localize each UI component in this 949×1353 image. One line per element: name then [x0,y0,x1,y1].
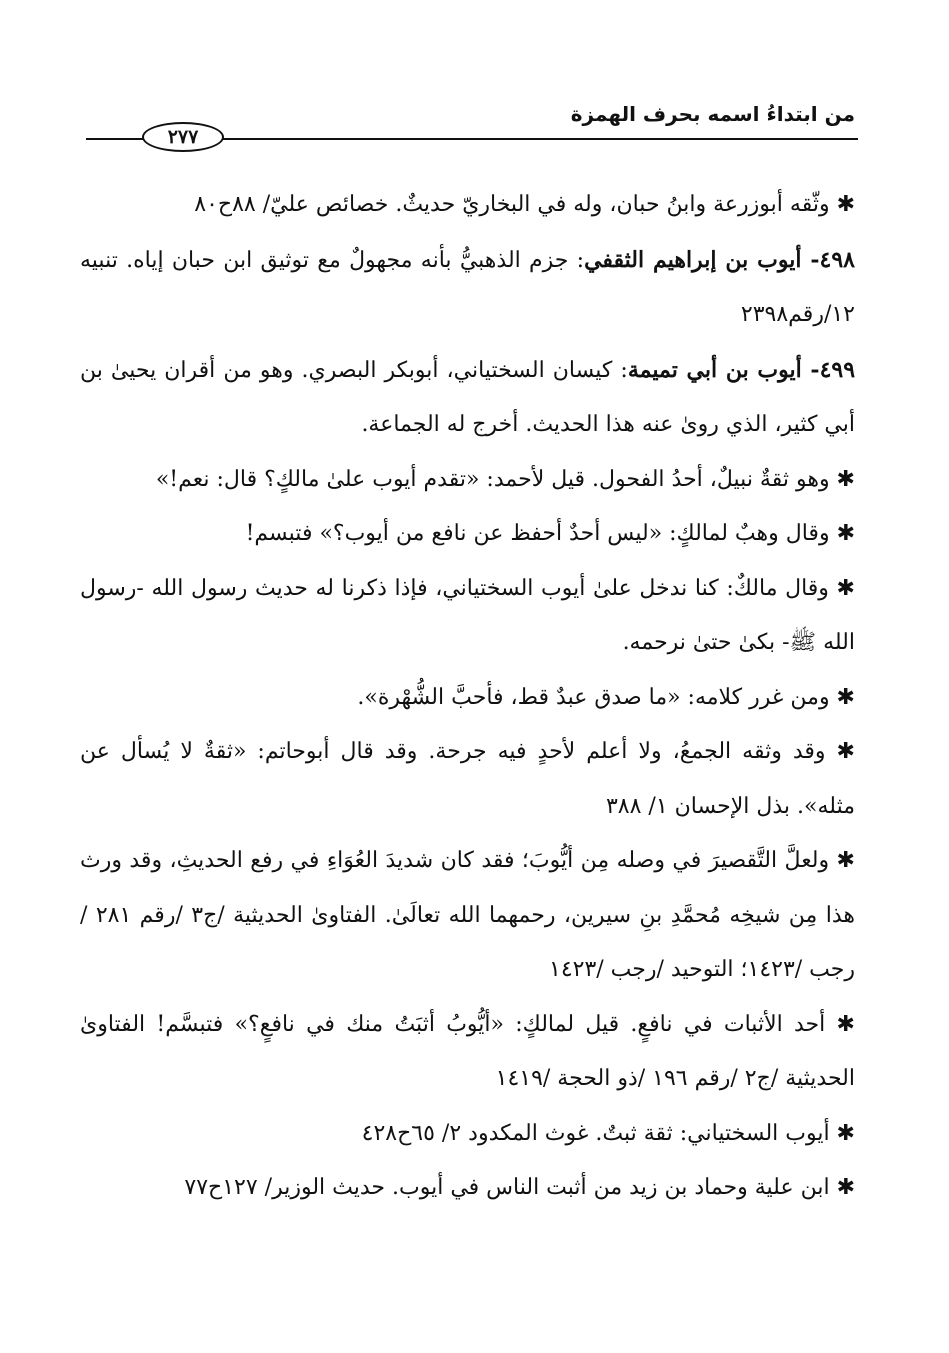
paragraph-text: ✱ وهو ثقةٌ نبيلٌ، أحدُ الفحول. قيل لأحمد: «تقدم أيوب علىٰ مالكٍ؟ قال: نعم!» [155,466,855,492]
paragraph-text: ✱ وقال مالكٌ: كنا ندخل علىٰ أيوب السختياني، فإذا ذكرنا له حديث رسول الله -رسول الله ﷺ- بكىٰ حتىٰ نرحمه. [80,575,855,655]
paragraph [80,998,855,1107]
paragraph [80,671,855,726]
entry-499 [80,343,855,453]
entry-heading: ٤٩٩- أيوب بن أبي تميمة [627,356,856,383]
paragraph [80,1161,855,1216]
paragraph [80,507,855,562]
paragraph [80,453,855,508]
paragraph-text: ✱ وقال وهبٌ لمالكٍ: «ليس أحدٌ أحفظ عن نافع من أيوب؟» فتبسم! [245,521,855,546]
body-text [80,178,855,1216]
paragraph-text: : كيسان السختياني، أبوبكر البصري. وهو من أقران يحيىٰ بن أبي كثير، الذي روىٰ عنه هذا الحديث. أخرج له الجماعة. [80,357,855,437]
paragraph-text: : جزم الذهبيُّ بأنه مجهولٌ مع توثيق ابن حبان إياه. تنبيه ١٢/رقم٢٣٩٨ [80,247,855,327]
page-number-badge: ٢٧٧ [142,122,224,152]
paragraph [80,1107,855,1162]
paragraph-text: ✱ أيوب السختياني: ثقة ثبتٌ. غوث المكدود ٢/ ٦٥ح٤٢٨ [361,1120,855,1146]
paragraph [80,562,855,671]
running-header-title: من ابتداءُ اسمه بحرف الهمزة [570,102,855,126]
paragraph-text: ✱ وثّقه أبوزرعة وابنُ حبان، وله في البخاريّ حديثٌ. خصائص عليّ/ ٨٨ح٨٠ [194,192,855,217]
paragraph-text: ✱ وقد وثقه الجمعُ، ولا أعلم لأحدٍ فيه جرحة. وقد قال أبوحاتم: «ثقةٌ لا يُسأل عن مثله». بذل الإحسان ١/ ٣٨٨ [80,739,855,819]
entry-498 [80,233,855,343]
paragraph [80,725,855,834]
paragraph-text: ✱ أحد الأثبات في نافعٍ. قيل لمالكٍ: «أيُّوبُ أثبَتُ منك في نافعٍ؟» فتبسَّم! الفتاوىٰ الحديثية /ج٢ /رقم ١٩٦ /ذو الحجة /١٤١٩ [80,1011,855,1091]
paragraph [80,834,855,998]
paragraph-text: ✱ ومن غرر كلامه: «ما صدق عبدٌ قط، فأحبَّ الشُّهْرة». [357,684,855,710]
paragraph [80,178,855,233]
paragraph-text: ✱ ولعلَّ التَّقصيرَ في وصله مِن أيُّوبَ؛ فقد كان شديدَ العُوَاءِ في رفع الحديثِ، وقد ورث هذا مِن شيخِه مُحمَّدِ بنِ سيرين، رحمهما الله تعالَىٰ. الفتاوىٰ الحديثية /ج٣ /رقم ٢٨١ /رجب /١٤٢٣؛ التوحيد /رجب /١٤٢٣ [80,848,856,982]
entry-heading: ٤٩٨- أيوب بن إبراهيم الثقفي [584,246,855,273]
paragraph-text: ✱ ابن علية وحماد بن زيد من أثبت الناس في أيوب. حديث الوزير/ ١٢٧ح٧٧ [184,1175,855,1200]
